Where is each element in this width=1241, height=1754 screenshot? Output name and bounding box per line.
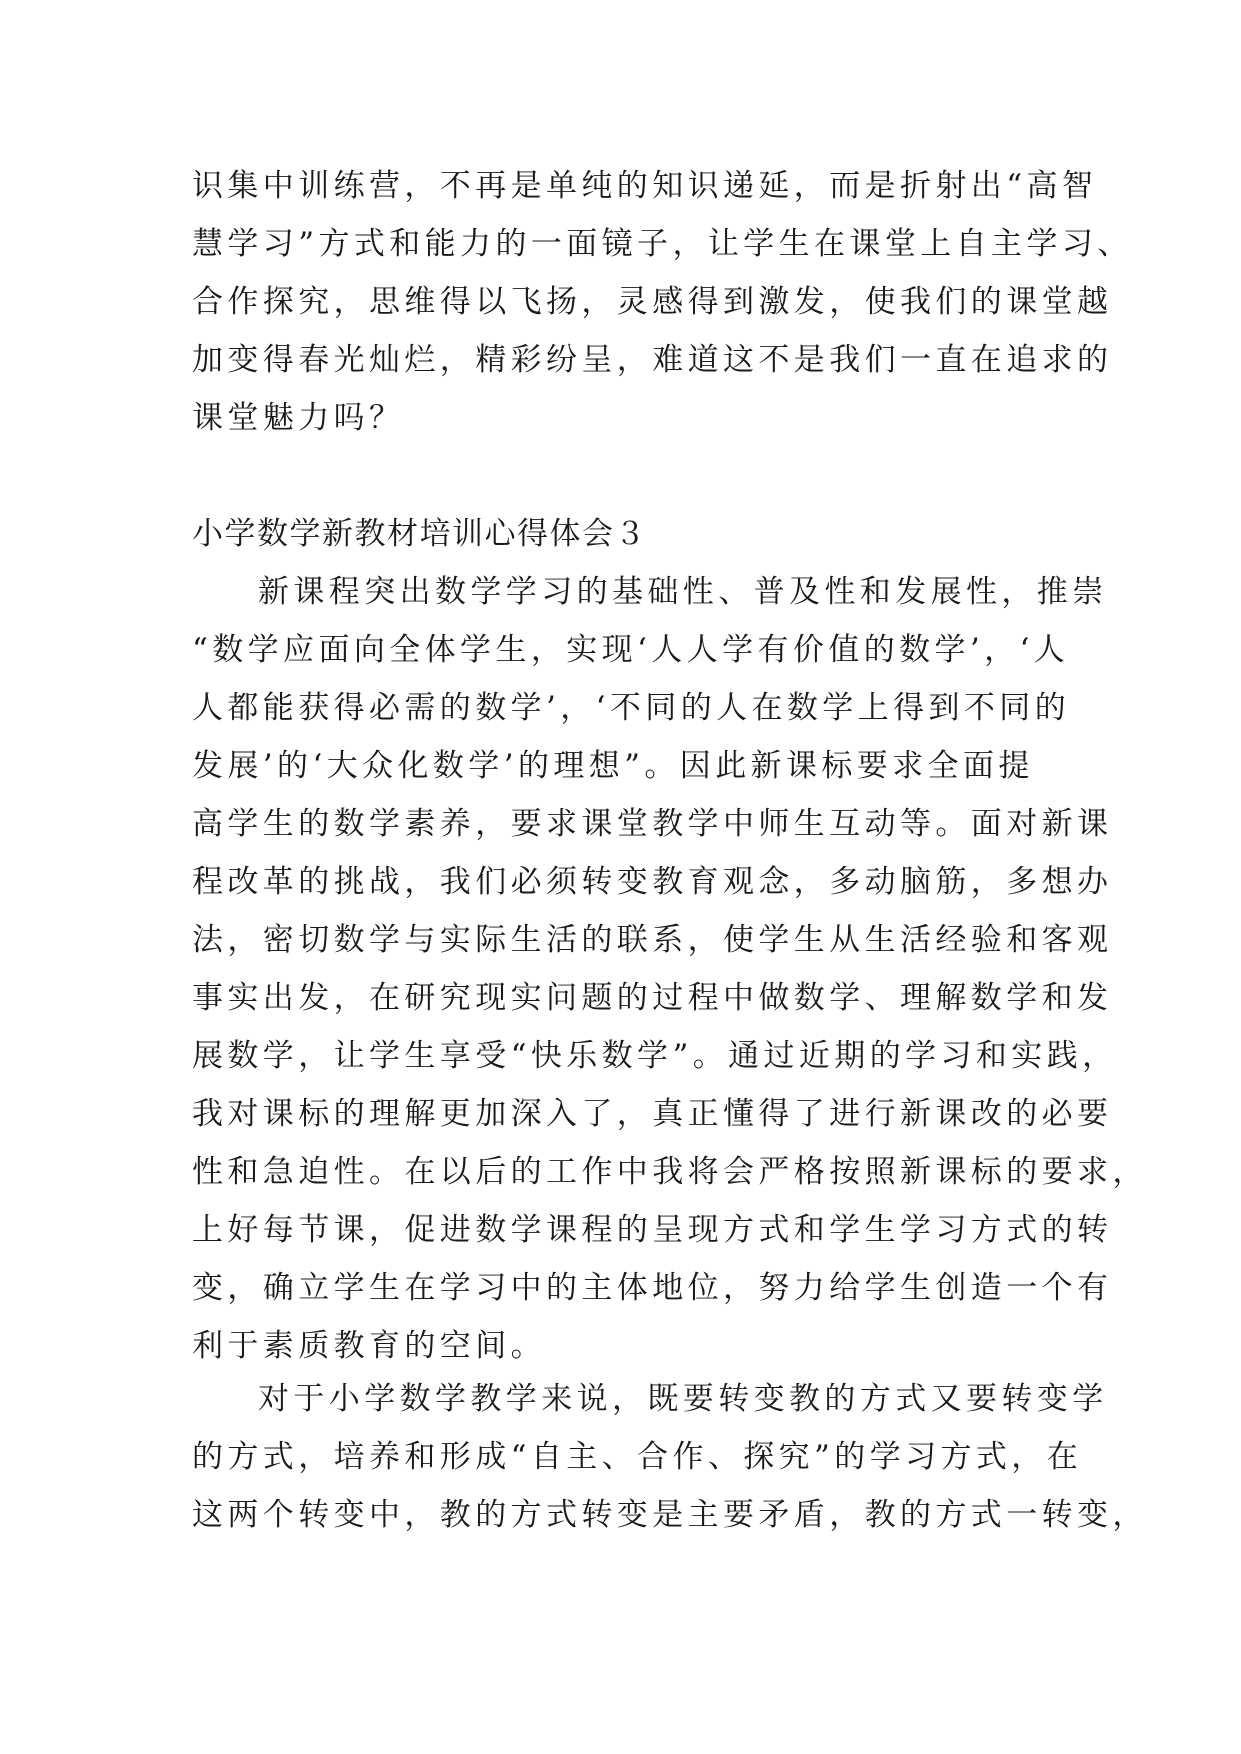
paragraph-line: 识集中训练营，不再是单纯的知识递延，而是折射出“高智	[192, 168, 1098, 204]
paragraph-line: 程改革的挑战，我们必须转变教育观念，多动脑筋，多想办	[192, 864, 1113, 900]
paragraph-line: 展数学，让学生享受“快乐数学”。通过近期的学习和实践，	[192, 1038, 1118, 1074]
paragraph-line: 慧学习”方式和能力的一面镜子，让学生在课堂上自主学习、	[192, 226, 1133, 262]
paragraph-line: 发展’的‘大众化数学’的理想”。因此新课标要求全面提	[192, 748, 1034, 784]
paragraph-line: 上好每节课，促进数学课程的呈现方式和学生学习方式的转	[192, 1212, 1113, 1248]
paragraph-line: 我对课标的理解更加深入了，真正懂得了进行新课改的必要	[192, 1096, 1113, 1132]
paragraph-line: 这两个转变中，教的方式转变是主要矛盾，教的方式一转变，	[192, 1497, 1148, 1533]
paragraph-line: 高学生的数学素养，要求课堂教学中师生互动等。面对新课	[192, 806, 1113, 842]
paragraph-line: 课堂魅力吗？	[192, 400, 405, 436]
paragraph-line: 人都能获得必需的数学’，‘不同的人在数学上得到不同的	[192, 690, 1071, 726]
paragraph-line: 加变得春光灿烂，精彩纷呈，难道这不是我们一直在追求的	[192, 342, 1113, 378]
paragraph-line: 变，确立学生在学习中的主体地位，努力给学生创造一个有	[192, 1270, 1113, 1306]
body-paragraph-2	[192, 1370, 1148, 1544]
paragraph-line: 的方式，培养和形成“自主、合作、探究”的学习方式，在	[192, 1439, 1083, 1475]
section-heading-text: 小学数学新教材培训心得体会３	[192, 516, 647, 552]
body-paragraph-1	[192, 563, 1148, 1375]
paragraph-line: 法，密切数学与实际生活的联系，使学生从生活经验和客观	[192, 922, 1113, 958]
paragraph-line: 利于素质教育的空间。	[192, 1328, 546, 1364]
paragraph-line: 事实出发，在研究现实问题的过程中做数学、理解数学和发	[192, 980, 1113, 1016]
paragraph-line: 性和急迫性。在以后的工作中我将会严格按照新课标的要求，	[192, 1154, 1148, 1190]
paragraph-line: 新课程突出数学学习的基础性、普及性和发展性，推崇	[258, 574, 1108, 610]
continued-paragraph	[192, 157, 1133, 447]
section-heading	[192, 505, 1052, 563]
paragraph-line: 合作探究，思维得以飞扬，灵感得到激发，使我们的课堂越	[192, 284, 1113, 320]
paragraph-line: 对于小学数学教学来说，既要转变教的方式又要转变学	[258, 1381, 1108, 1417]
paragraph-line: “数学应面向全体学生，实现‘人人学有价值的数学’，‘人	[192, 632, 1070, 668]
